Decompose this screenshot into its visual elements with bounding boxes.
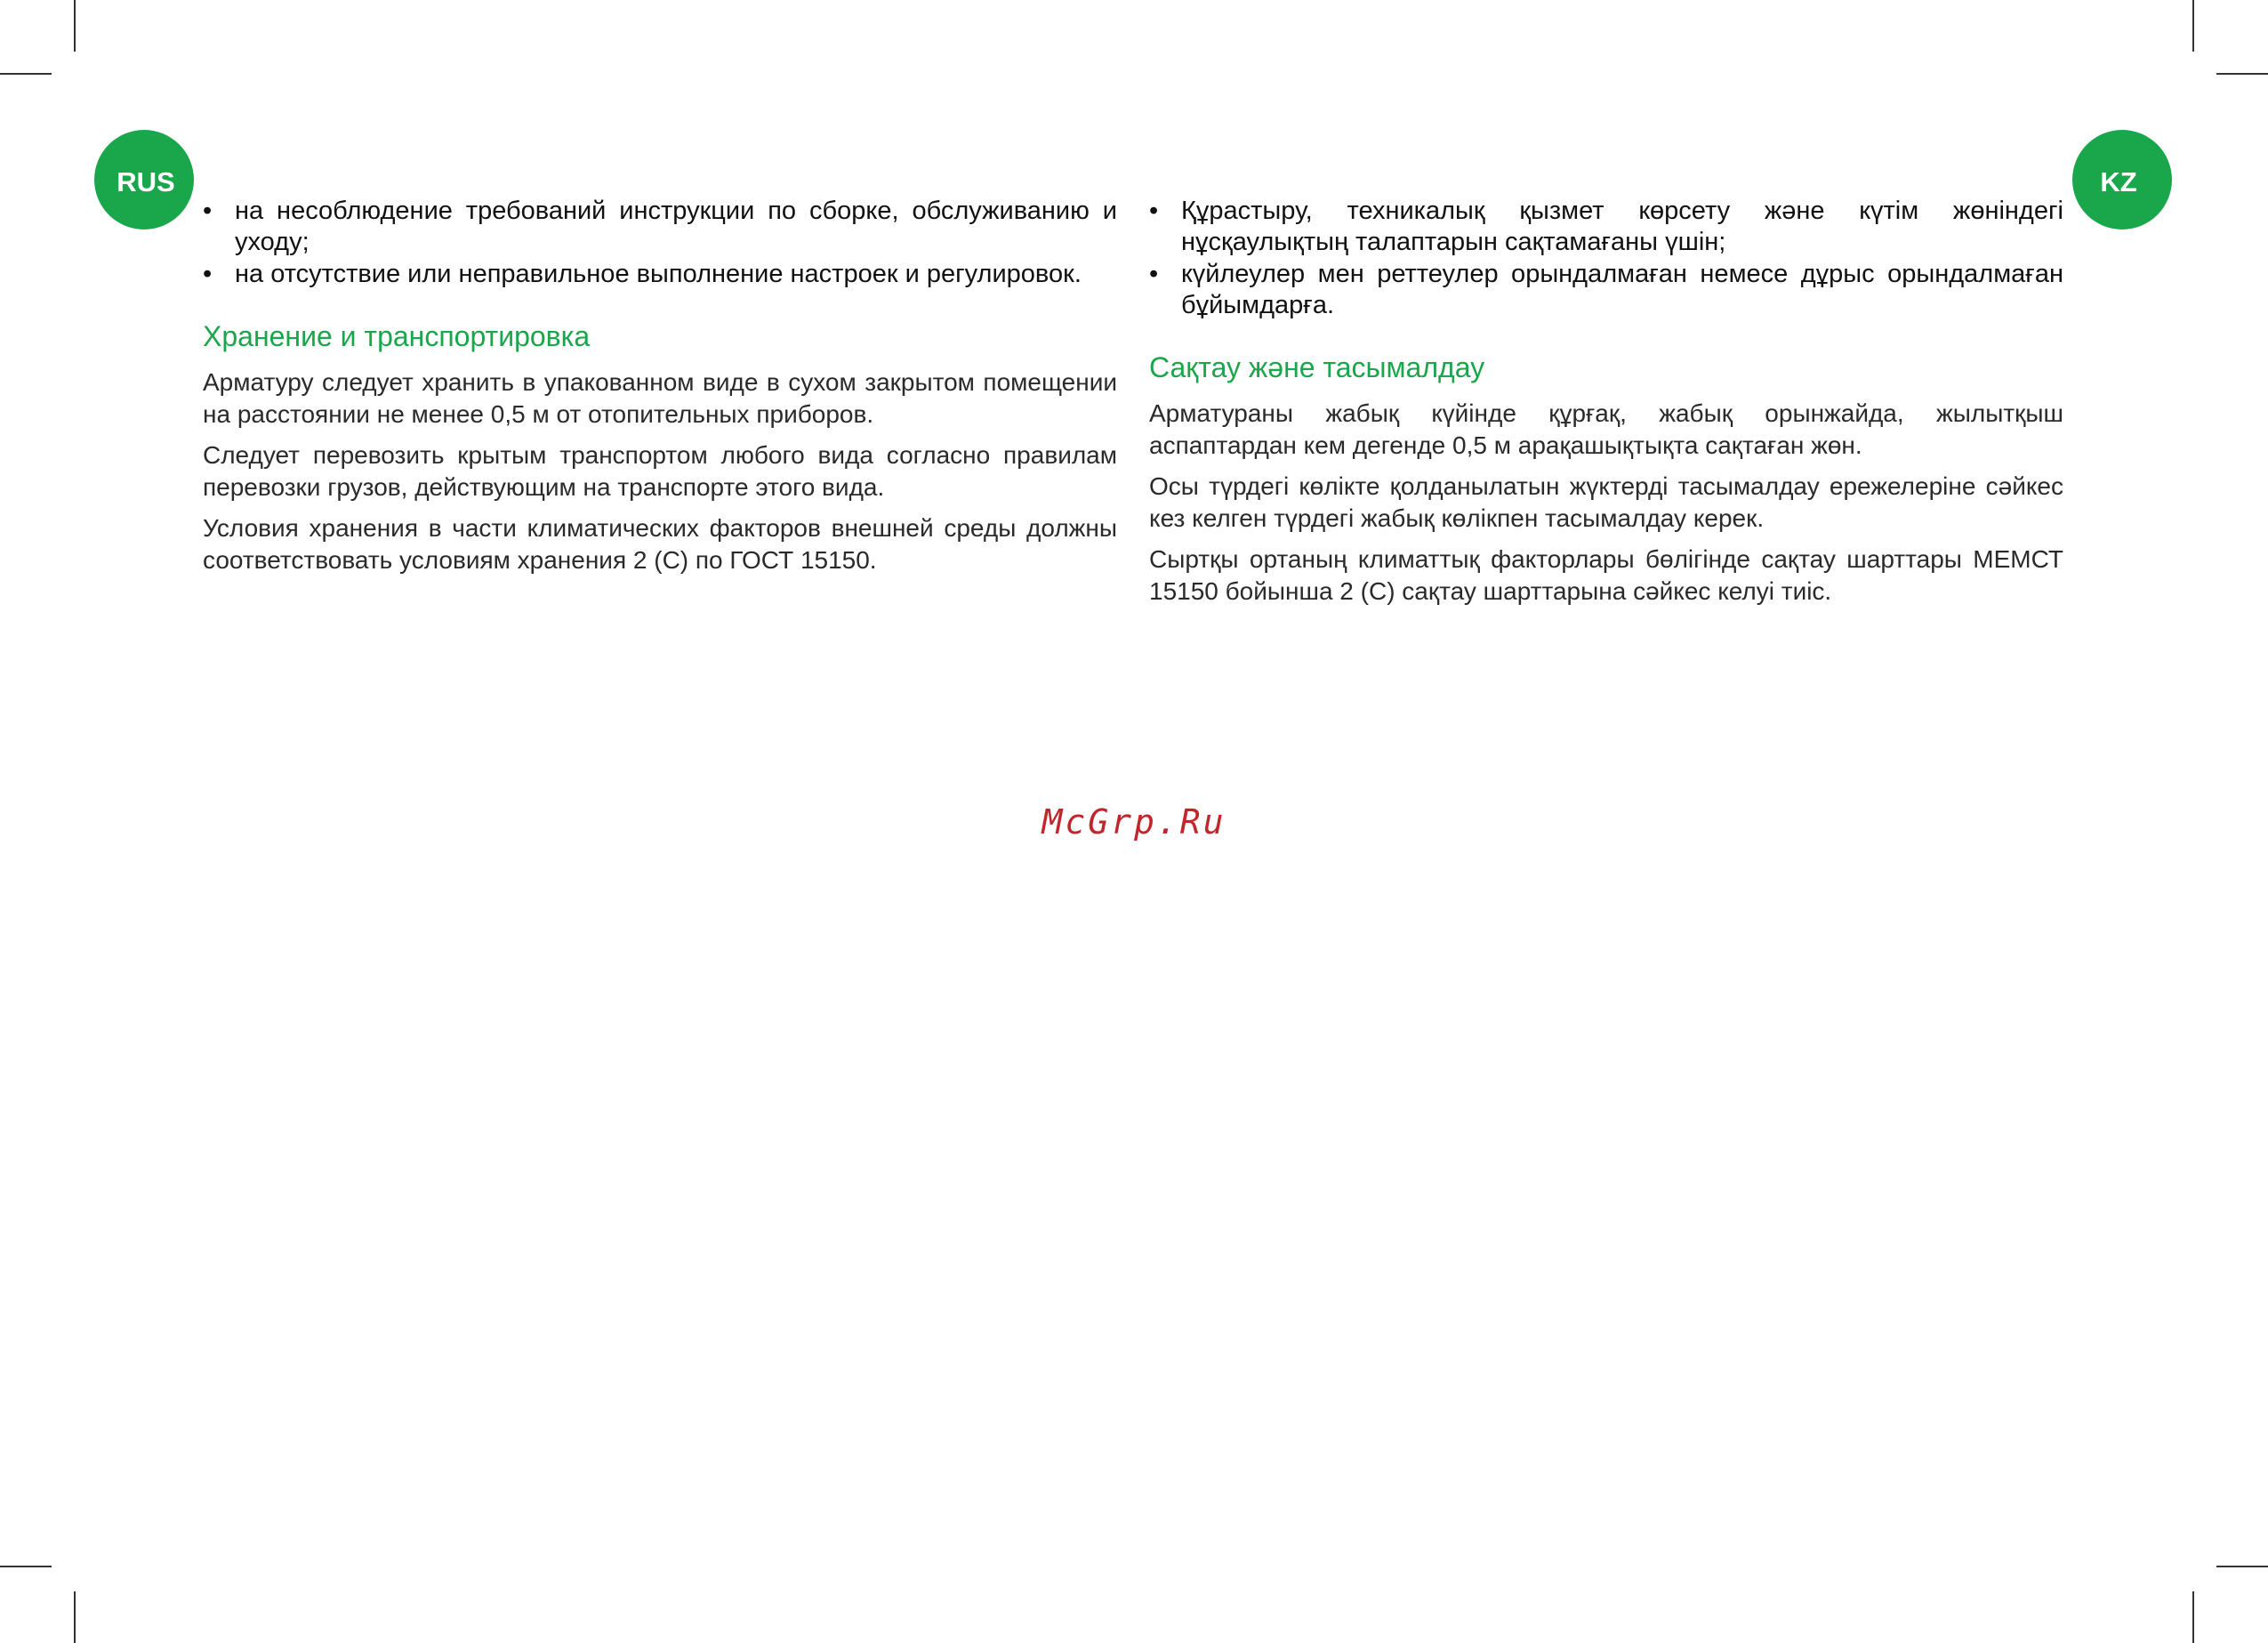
bullet-icon: •	[203, 260, 213, 288]
column-kz	[1149, 196, 2063, 616]
list-item: • на несоблюдение требований инструкции по сборке, обслуживанию и уходу;	[203, 197, 1117, 256]
crop-mark	[2192, 1591, 2194, 1643]
paragraph: Условия хранения в части климатических факторов внешней среды должны соответствовать условиям хранения 2 (С) по ГОСТ 15150.	[203, 514, 1117, 574]
crop-mark	[2216, 1566, 2268, 1567]
bullet-icon: •	[203, 197, 213, 225]
bullet-icon: •	[1149, 197, 1159, 225]
column-rus	[203, 196, 1117, 585]
crop-mark	[2216, 73, 2268, 75]
list-item: • на отсутствие или неправильное выполнение настроек и регулировок.	[203, 260, 1082, 288]
crop-mark	[74, 0, 76, 52]
watermark: McGrp.Ru	[1042, 802, 1226, 842]
paragraph: Сыртқы ортаның климаттық факторлары бөлігінде сақтау шарттары МЕМСТ 15150 бойынша 2 (С) сақтау шарттарына сәйкес келуі тиіс.	[1149, 545, 2063, 605]
paragraph: Арматураны жабық күйінде құрғақ, жабық орынжайда, жылытқыш аспаптардан кем дегенде 0,5 м арақашықтықта сақтаған жөн.	[1149, 399, 2063, 459]
language-badge-kz	[2072, 130, 2172, 230]
bullet-icon: •	[1149, 260, 1159, 288]
list-item: • күйлеулер мен реттеулер орындалмаған немесе дұрыс орындалмаған бұйымдарға.	[1149, 260, 2063, 319]
paragraph: Осы түрдегі көлікте қолданылатын жүктерді тасымалдау ережелеріне сәйкес кез келген түрдегі жабық көлікпен тасымалдау керек.	[1149, 472, 2063, 532]
bullet-list	[203, 196, 1117, 290]
crop-mark	[2192, 0, 2194, 52]
language-badge-rus	[94, 130, 194, 230]
language-badge-label: KZ	[2100, 166, 2137, 197]
list-item: • Құрастыру, техникалық қызмет көрсету және күтім жөніндегі нұсқаулықтың талаптарын сақтамағаны үшін;	[1149, 197, 2063, 256]
bullet-list	[1149, 196, 2063, 321]
crop-mark	[0, 1566, 52, 1567]
crop-mark	[0, 73, 52, 75]
section-heading: Сақтау және тасымалдау	[1149, 351, 1485, 383]
paragraph: Следует перевозить крытым транспортом любого вида согласно правилам перевозки грузов, действующим на транспорте этого вида.	[203, 441, 1117, 501]
section-heading: Хранение и транспортировка	[203, 320, 591, 352]
language-badge-label: RUS	[117, 166, 175, 197]
crop-mark	[74, 1591, 76, 1643]
paragraph: Арматуру следует хранить в упакованном виде в сухом закрытом помещении на расстоянии не менее 0,5 м от отопительных приборов.	[203, 368, 1117, 428]
